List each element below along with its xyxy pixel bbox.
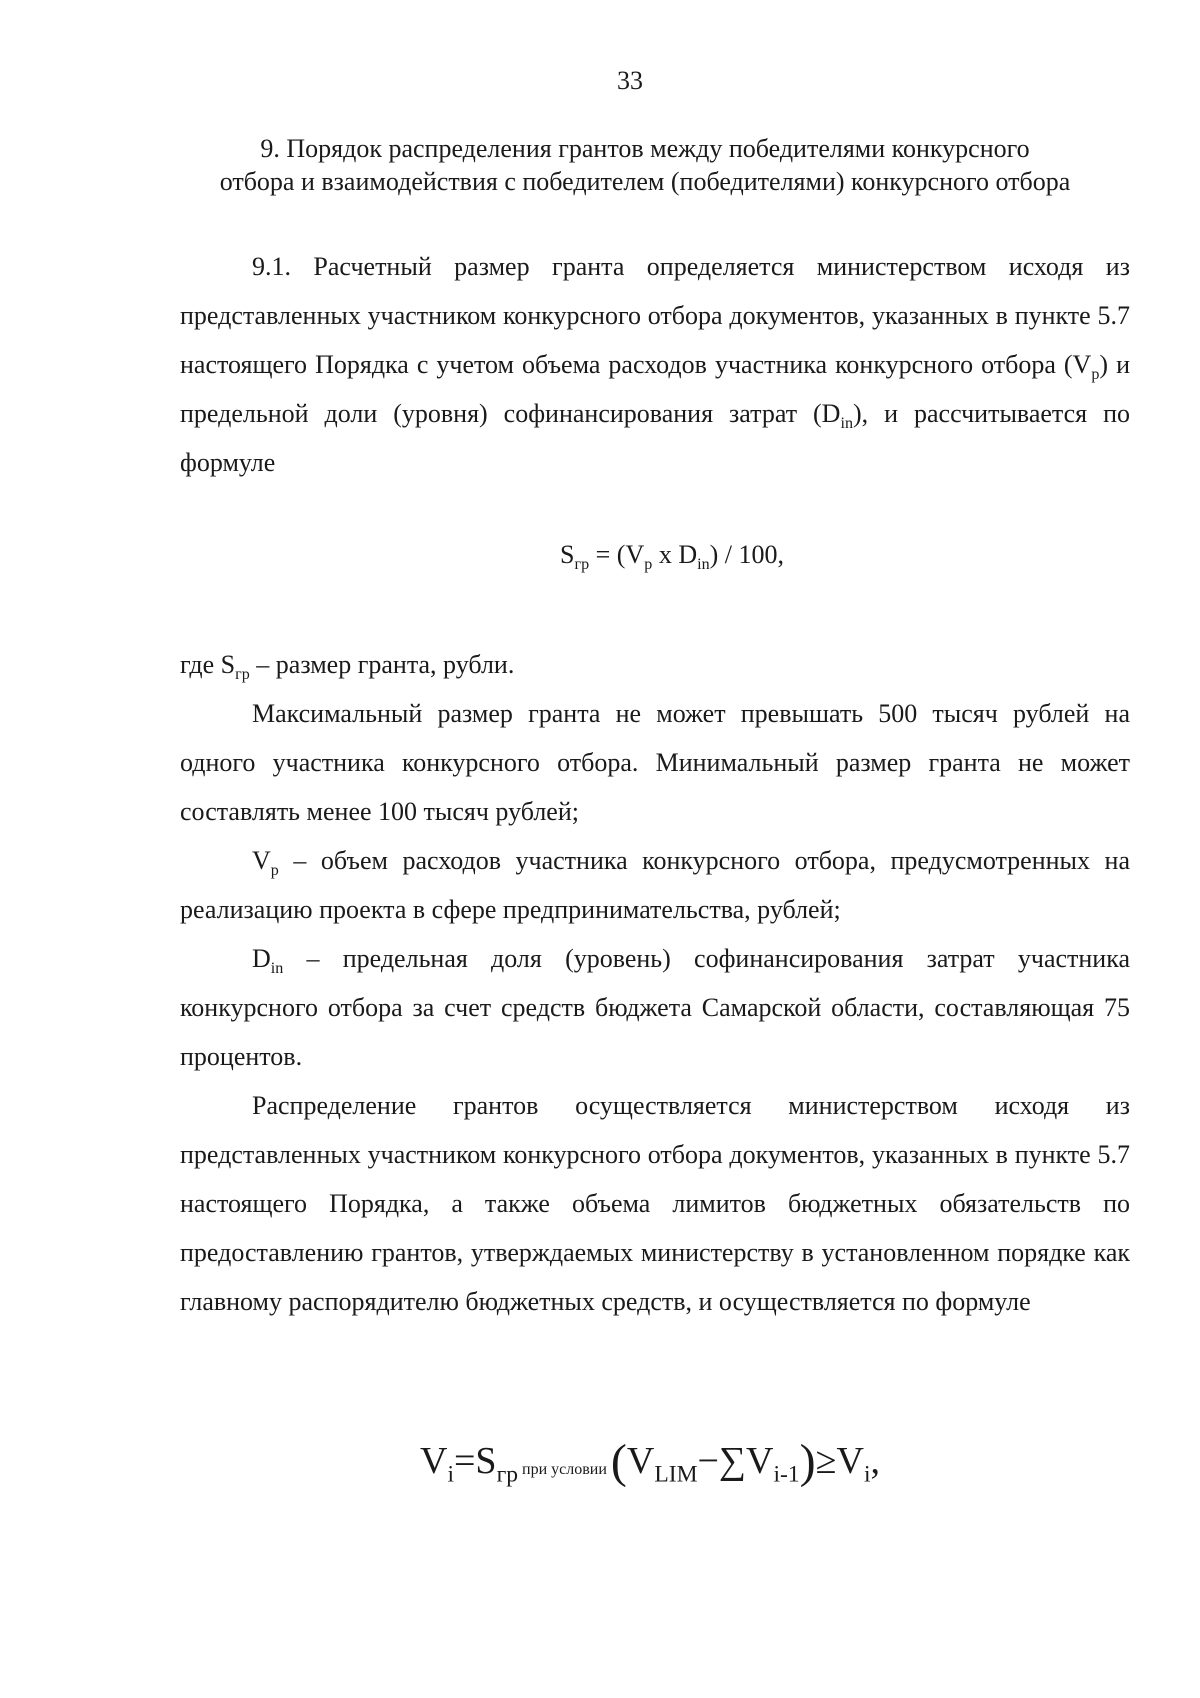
paragraph-distribution: Распределение грантов осуществляется министерством исходя из представленных участником конкурсного отбора документов, указанных в пункте 5.7 настоящего Порядка, а также объема лимитов бюджетных обязательств по предоставлению грантов, утверждаемых министерству в установленном порядке как главному распорядителю бюджетных средств, и осуществляется по формуле xyxy=(180,1091,1130,1316)
paragraph-din-definition xyxy=(180,934,1130,1081)
section-heading xyxy=(175,132,1115,198)
paragraph-9-1 xyxy=(180,242,1130,487)
formula-symbol: S xyxy=(560,540,575,569)
where-line xyxy=(180,640,1130,689)
subscript: p xyxy=(1091,366,1100,384)
subscript: LIM xyxy=(654,1461,698,1488)
text-run: – предельная доля (уровень) софинансирования затрат участника конкурсного отбора за счет средств бюджета Самарской области, составляющая 75 процентов. xyxy=(180,944,1130,1071)
text-run: V xyxy=(252,846,271,875)
formula-symbol: = (V xyxy=(589,540,645,569)
text-run: – размер гранта, рубли. xyxy=(249,650,515,679)
page-number: 33 xyxy=(617,66,643,95)
text-run: 9.1. Расчетный размер гранта определяется министерством исходя из представленных участником конкурсного отбора документов, указанных в пункте 5.7 настоящего Порядка с учетом объема расходов участника конкурсного отбора (V xyxy=(180,252,1130,379)
subscript: in xyxy=(840,415,853,433)
subscript: in xyxy=(270,960,284,978)
subscript: i-1 xyxy=(773,1461,800,1488)
formula-paren: ( xyxy=(610,1435,627,1488)
grant-formula xyxy=(560,540,785,574)
subscript: p xyxy=(644,556,653,574)
formula-symbol: −∑V xyxy=(697,1440,774,1482)
subscript: гр xyxy=(574,556,590,574)
heading-line-2: отбора и взаимодействия с победителем (победителями) конкурсного отбора xyxy=(219,167,1071,196)
paragraph-vp-definition xyxy=(180,836,1130,934)
heading-line-1: 9. Порядок распределения грантов между победителями конкурсного xyxy=(260,134,1030,163)
subscript: гр xyxy=(496,1461,519,1488)
formula-symbol: V xyxy=(626,1440,655,1482)
paragraph-max-grant: Максимальный размер гранта не может превышать 500 тысяч рублей на одного участника конкурсного отбора. Минимальный размер гранта не может составлять менее 100 тысяч рублей; xyxy=(180,699,1130,826)
text-run: ) и предельной доли (уровня) софинансирования затрат (D xyxy=(180,350,1131,428)
distribution-formula xyxy=(420,1430,880,1488)
formula-symbol: x D xyxy=(652,540,698,569)
subscript: i xyxy=(863,1461,871,1488)
formula-symbol: , xyxy=(870,1440,880,1482)
subscript: in xyxy=(697,556,710,574)
text-run: D xyxy=(252,944,271,973)
text-run: где S xyxy=(180,650,236,679)
text-run: – объем расходов участника конкурсного отбора, предусмотренных на реализацию проекта в сфере предпринимательства, рублей; xyxy=(180,846,1130,924)
subscript: i xyxy=(447,1461,454,1488)
formula-symbol: ≥V xyxy=(815,1440,864,1482)
formula-symbol: V xyxy=(420,1440,448,1482)
paragraph-block-definitions xyxy=(180,640,1130,1326)
formula-symbol: =S xyxy=(454,1440,497,1482)
formula-paren: ) xyxy=(799,1435,816,1488)
paragraph-text xyxy=(180,242,1130,487)
subscript: p xyxy=(270,862,279,880)
subscript: гр xyxy=(235,666,250,684)
text-run: ), и рассчитывается по формуле xyxy=(180,399,1130,477)
formula-condition-text: при условии xyxy=(522,1461,607,1478)
formula-symbol: ) / 100, xyxy=(709,540,785,569)
